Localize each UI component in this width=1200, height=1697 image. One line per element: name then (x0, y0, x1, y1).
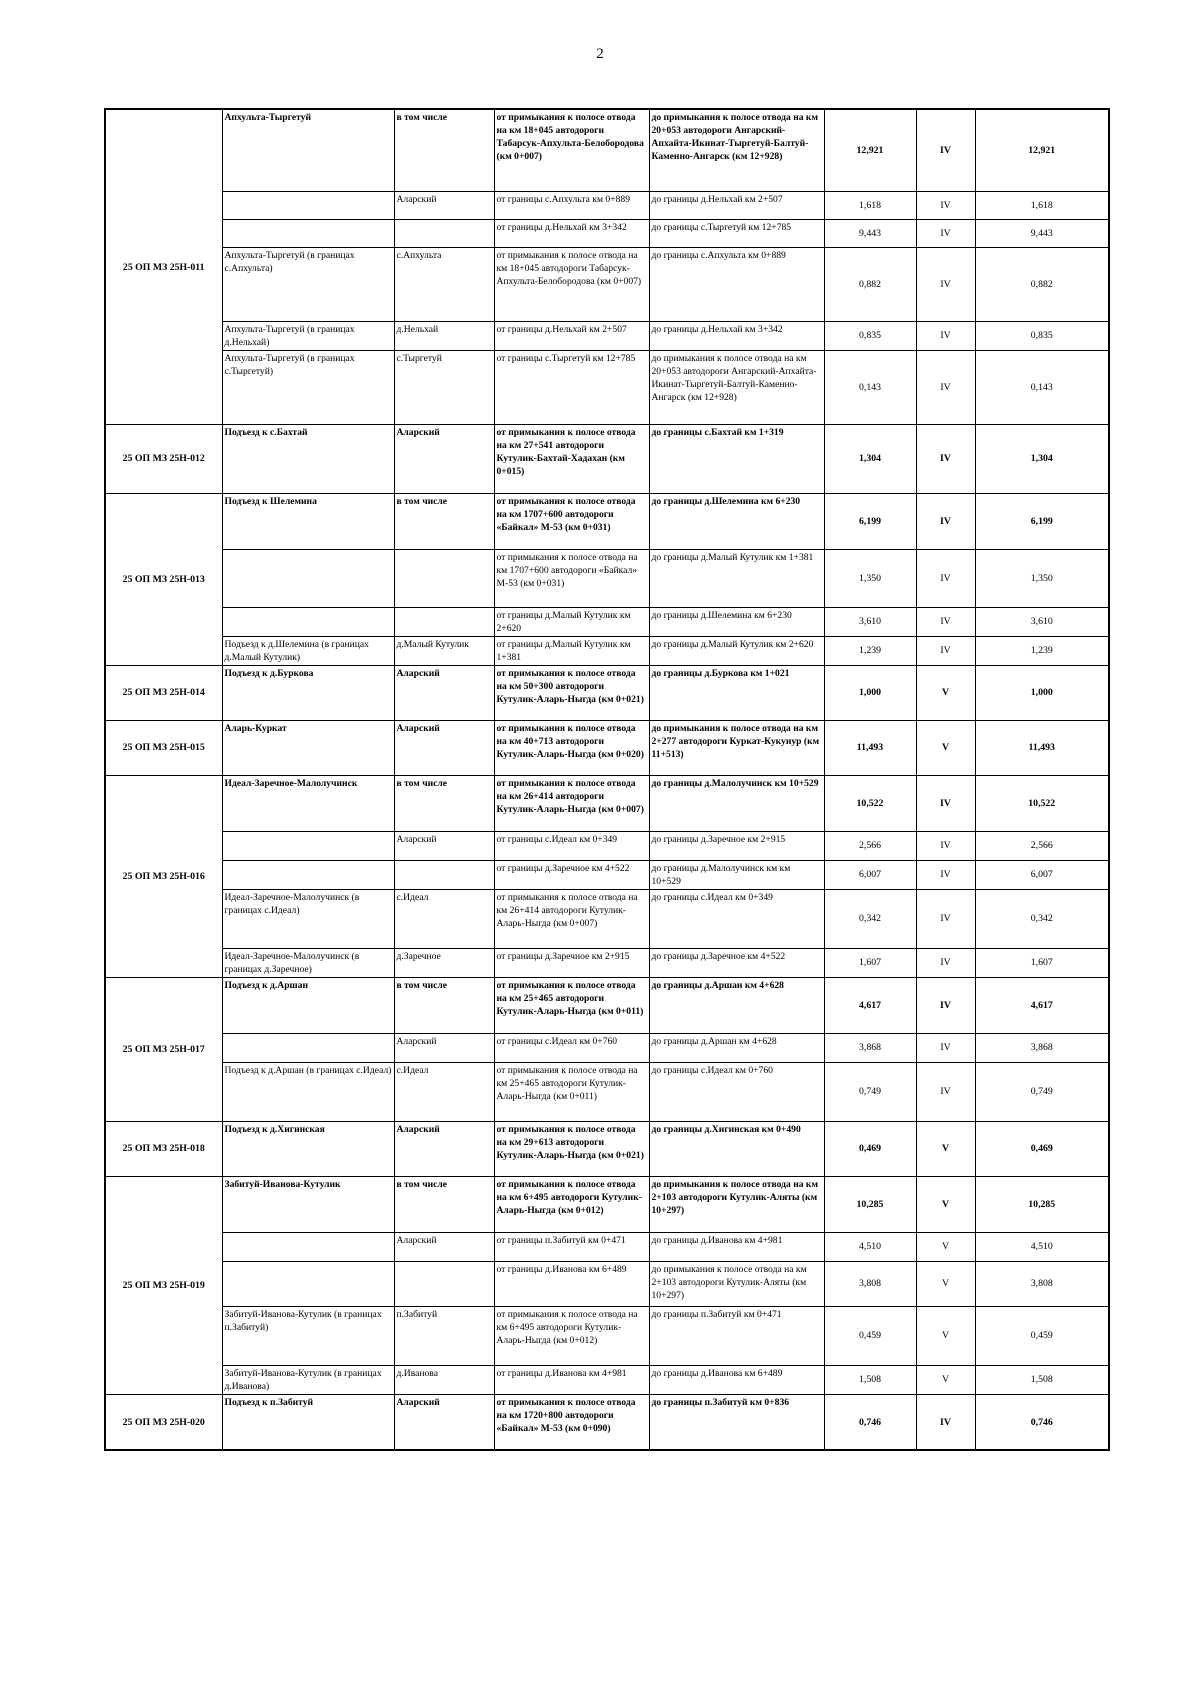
road-name-cell (222, 1261, 394, 1306)
total-length-cell: 0,342 (975, 889, 1109, 948)
district-cell: в том числе (394, 775, 494, 831)
from-point-cell: от примыкания к полосе отвода на км 18+045 автодороги Табарсук-Апхульта-Белобородова (км 0+007) (494, 109, 649, 191)
table-row (105, 636, 1109, 665)
to-point-cell: до границы п.Забитуй км 0+836 (649, 1394, 824, 1450)
from-point-cell: от границы д.Малый Кутулик км 2+620 (494, 607, 649, 636)
table-row (105, 665, 1109, 720)
category-cell: IV (916, 775, 975, 831)
to-point-cell: до границы д.Иванова км 4+981 (649, 1232, 824, 1261)
district-cell (394, 549, 494, 607)
road-name-cell: Апхульта-Тыргетуй (в границах д.Нельхай) (222, 321, 394, 350)
category-cell: IV (916, 350, 975, 424)
length-cell: 4,510 (824, 1232, 916, 1261)
from-point-cell: от границы с.Тыргетуй км 12+785 (494, 350, 649, 424)
road-name-cell: Подъезд к д.Хигинская (222, 1121, 394, 1176)
road-name-cell: Подъезд к д.Буркова (222, 665, 394, 720)
table-row (105, 1394, 1109, 1450)
district-cell (394, 607, 494, 636)
table-row (105, 1033, 1109, 1062)
total-length-cell: 0,746 (975, 1394, 1109, 1450)
district-cell: в том числе (394, 977, 494, 1033)
road-name-cell: Подъезд к Шелемина (222, 493, 394, 549)
length-cell: 2,566 (824, 831, 916, 860)
category-cell: IV (916, 1062, 975, 1121)
length-cell: 0,143 (824, 350, 916, 424)
table-row (105, 1121, 1109, 1176)
total-length-cell: 0,143 (975, 350, 1109, 424)
district-cell: Аларский (394, 665, 494, 720)
length-cell: 3,808 (824, 1261, 916, 1306)
from-point-cell: от границы с.Идеал км 0+760 (494, 1033, 649, 1062)
table-row (105, 720, 1109, 775)
to-point-cell: до границы д.Малолучинск км км 10+529 (649, 860, 824, 889)
category-cell: V (916, 1121, 975, 1176)
total-length-cell: 4,510 (975, 1232, 1109, 1261)
category-cell: IV (916, 860, 975, 889)
to-point-cell: до примыкания к полосе отвода на км 2+103 автодороги Кутулик-Аляты (км 10+297) (649, 1261, 824, 1306)
from-point-cell: от примыкания к полосе отвода на км 25+465 автодороги Кутулик-Аларь-Ныгда (км 0+011) (494, 1062, 649, 1121)
category-cell: IV (916, 1394, 975, 1450)
total-length-cell: 1,350 (975, 549, 1109, 607)
to-point-cell: до примыкания к полосе отвода на км 20+053 автодороги Ангарский-Апхайта-Икинат-Тыргетуй-Балтуй-Каменно-Ангарск (км 12+928) (649, 350, 824, 424)
to-point-cell: до границы д.Буркова км 1+021 (649, 665, 824, 720)
from-point-cell: от границы п.Забитуй км 0+471 (494, 1232, 649, 1261)
road-code-cell: 25 ОП МЗ 25Н-013 (105, 493, 222, 665)
to-point-cell: до границы д.Нельхай км 2+507 (649, 191, 824, 219)
district-cell: Аларский (394, 720, 494, 775)
to-point-cell: до границы с.Бахтай км 1+319 (649, 424, 824, 493)
to-point-cell: до границы д.Шелемина км 6+230 (649, 493, 824, 549)
road-name-cell (222, 1033, 394, 1062)
length-cell: 1,304 (824, 424, 916, 493)
from-point-cell: от примыкания к полосе отвода на км 18+045 автодороги Табарсук-Апхульта-Белобородова (км 0+007) (494, 247, 649, 321)
road-name-cell: Апхульта-Тыргетуй (222, 109, 394, 191)
total-length-cell: 10,285 (975, 1176, 1109, 1232)
length-cell: 10,285 (824, 1176, 916, 1232)
category-cell: IV (916, 1033, 975, 1062)
category-cell: IV (916, 321, 975, 350)
length-cell: 1,508 (824, 1365, 916, 1394)
from-point-cell: от примыкания к полосе отвода на км 29+613 автодороги Кутулик-Аларь-Ныгда (км 0+021) (494, 1121, 649, 1176)
road-code-cell: 25 ОП МЗ 25Н-011 (105, 109, 222, 424)
from-point-cell: от примыкания к полосе отвода на км 25+465 автодороги Кутулик-Аларь-Ныгда (км 0+011) (494, 977, 649, 1033)
length-cell: 0,459 (824, 1306, 916, 1365)
district-cell (394, 860, 494, 889)
road-name-cell (222, 1232, 394, 1261)
from-point-cell: от границы д.Нельхай км 2+507 (494, 321, 649, 350)
category-cell: IV (916, 889, 975, 948)
category-cell: IV (916, 549, 975, 607)
road-code-cell: 25 ОП МЗ 25Н-017 (105, 977, 222, 1121)
from-point-cell: от примыкания к полосе отвода на км 1720+800 автодороги «Байкал» М-53 (км 0+090) (494, 1394, 649, 1450)
length-cell: 0,835 (824, 321, 916, 350)
road-name-cell (222, 191, 394, 219)
total-length-cell: 10,522 (975, 775, 1109, 831)
to-point-cell: до границы с.Апхульта км 0+889 (649, 247, 824, 321)
table-row (105, 831, 1109, 860)
from-point-cell: от границы д.Нельхай км 3+342 (494, 219, 649, 247)
road-code-cell: 25 ОП МЗ 25Н-014 (105, 665, 222, 720)
table-row (105, 109, 1109, 191)
from-point-cell: от примыкания к полосе отвода на км 50+300 автодороги Кутулик-Аларь-Ныгда (км 0+021) (494, 665, 649, 720)
table-row (105, 219, 1109, 247)
from-point-cell: от примыкания к полосе отвода на км 6+495 автодороги Кутулик-Аларь-Ныгда (км 0+012) (494, 1176, 649, 1232)
table-row (105, 948, 1109, 977)
total-length-cell: 9,443 (975, 219, 1109, 247)
total-length-cell: 3,868 (975, 1033, 1109, 1062)
district-cell (394, 219, 494, 247)
total-length-cell: 0,459 (975, 1306, 1109, 1365)
road-name-cell: Идеал-Заречное-Малолучинск (в границах с.Идеал) (222, 889, 394, 948)
category-cell: IV (916, 831, 975, 860)
category-cell: IV (916, 247, 975, 321)
district-cell: Аларский (394, 1394, 494, 1450)
district-cell: в том числе (394, 1176, 494, 1232)
length-cell: 6,007 (824, 860, 916, 889)
district-cell: д.Малый Кутулик (394, 636, 494, 665)
length-cell: 1,607 (824, 948, 916, 977)
total-length-cell: 0,882 (975, 247, 1109, 321)
road-name-cell: Забитуй-Иванова-Кутулик (в границах д.Иванова) (222, 1365, 394, 1394)
total-length-cell: 1,607 (975, 948, 1109, 977)
category-cell: V (916, 720, 975, 775)
to-point-cell: до границы д.Малый Кутулик км 2+620 (649, 636, 824, 665)
total-length-cell: 3,610 (975, 607, 1109, 636)
category-cell: IV (916, 977, 975, 1033)
road-name-cell: Подъезд к д.Шелемина (в границах д.Малый Кутулик) (222, 636, 394, 665)
table-row (105, 549, 1109, 607)
road-name-cell: Аларь-Куркат (222, 720, 394, 775)
from-point-cell: от границы д.Малый Кутулик км 1+381 (494, 636, 649, 665)
total-length-cell: 1,304 (975, 424, 1109, 493)
from-point-cell: от границы д.Заречное км 2+915 (494, 948, 649, 977)
to-point-cell: до границы д.Шелемина км 6+230 (649, 607, 824, 636)
road-name-cell: Подъезд к д.Аршан (в границах с.Идеал) (222, 1062, 394, 1121)
road-name-cell: Апхульта-Тыргетуй (в границах с.Апхульта) (222, 247, 394, 321)
total-length-cell: 0,469 (975, 1121, 1109, 1176)
length-cell: 4,617 (824, 977, 916, 1033)
category-cell: IV (916, 636, 975, 665)
road-name-cell (222, 219, 394, 247)
road-name-cell: Идеал-Заречное-Малолучинск (в границах д.Заречное) (222, 948, 394, 977)
table-row (105, 1306, 1109, 1365)
road-name-cell: Забитуй-Иванова-Кутулик (222, 1176, 394, 1232)
length-cell: 1,239 (824, 636, 916, 665)
category-cell: V (916, 1306, 975, 1365)
length-cell: 3,610 (824, 607, 916, 636)
district-cell: Аларский (394, 191, 494, 219)
table-row (105, 977, 1109, 1033)
total-length-cell: 12,921 (975, 109, 1109, 191)
district-cell: д.Нельхай (394, 321, 494, 350)
to-point-cell: до границы с.Идеал км 0+349 (649, 889, 824, 948)
table-row (105, 860, 1109, 889)
road-name-cell: Подъезд к с.Бахтай (222, 424, 394, 493)
table-row (105, 350, 1109, 424)
to-point-cell: до границы д.Иванова км 6+489 (649, 1365, 824, 1394)
category-cell: IV (916, 948, 975, 977)
length-cell: 12,921 (824, 109, 916, 191)
table-row (105, 424, 1109, 493)
from-point-cell: от границы д.Заречное км 4+522 (494, 860, 649, 889)
district-cell: д.Иванова (394, 1365, 494, 1394)
from-point-cell: от границы д.Иванова км 4+981 (494, 1365, 649, 1394)
table-row (105, 1365, 1109, 1394)
from-point-cell: от примыкания к полосе отвода на км 27+541 автодороги Кутулик-Бахтай-Хадахан (км 0+015) (494, 424, 649, 493)
length-cell: 1,618 (824, 191, 916, 219)
from-point-cell: от примыкания к полосе отвода на км 6+495 автодороги Кутулик-Аларь-Ныгда (км 0+012) (494, 1306, 649, 1365)
to-point-cell: до границы д.Заречное км 2+915 (649, 831, 824, 860)
table-row (105, 247, 1109, 321)
district-cell: в том числе (394, 493, 494, 549)
district-cell: Аларский (394, 831, 494, 860)
from-point-cell: от примыкания к полосе отвода на км 1707+600 автодороги «Байкал» М-53 (км 0+031) (494, 549, 649, 607)
length-cell: 9,443 (824, 219, 916, 247)
category-cell: IV (916, 607, 975, 636)
category-cell: V (916, 1232, 975, 1261)
page-number: 2 (596, 46, 604, 62)
length-cell: 1,000 (824, 665, 916, 720)
length-cell: 0,882 (824, 247, 916, 321)
to-point-cell: до границы д.Хигинская км 0+490 (649, 1121, 824, 1176)
district-cell: Аларский (394, 1121, 494, 1176)
length-cell: 3,868 (824, 1033, 916, 1062)
length-cell: 0,469 (824, 1121, 916, 1176)
table-row (105, 191, 1109, 219)
to-point-cell: до границы с.Тыргетуй км 12+785 (649, 219, 824, 247)
district-cell: Аларский (394, 424, 494, 493)
table-row (105, 1062, 1109, 1121)
category-cell: V (916, 1365, 975, 1394)
total-length-cell: 6,007 (975, 860, 1109, 889)
district-cell: с.Идеал (394, 889, 494, 948)
district-cell (394, 1261, 494, 1306)
road-code-cell: 25 ОП МЗ 25Н-012 (105, 424, 222, 493)
category-cell: IV (916, 493, 975, 549)
from-point-cell: от границы д.Иванова км 6+489 (494, 1261, 649, 1306)
length-cell: 0,746 (824, 1394, 916, 1450)
category-cell: V (916, 1261, 975, 1306)
district-cell: с.Апхульта (394, 247, 494, 321)
total-length-cell: 1,508 (975, 1365, 1109, 1394)
road-name-cell: Апхульта-Тыргетуй (в границах с.Тыргетуй) (222, 350, 394, 424)
road-name-cell (222, 860, 394, 889)
district-cell: Аларский (394, 1232, 494, 1261)
table-row (105, 1232, 1109, 1261)
to-point-cell: до границы с.Идеал км 0+760 (649, 1062, 824, 1121)
from-point-cell: от границы с.Идеал км 0+349 (494, 831, 649, 860)
to-point-cell: до границы д.Малый Кутулик км 1+381 (649, 549, 824, 607)
road-code-cell: 25 ОП МЗ 25Н-019 (105, 1176, 222, 1394)
road-name-cell: Подъезд к п.Забитуй (222, 1394, 394, 1450)
length-cell: 0,342 (824, 889, 916, 948)
road-name-cell: Подъезд к д.Аршан (222, 977, 394, 1033)
length-cell: 11,493 (824, 720, 916, 775)
total-length-cell: 1,618 (975, 191, 1109, 219)
road-code-cell: 25 ОП МЗ 25Н-016 (105, 775, 222, 977)
road-code-cell: 25 ОП МЗ 25Н-015 (105, 720, 222, 775)
length-cell: 0,749 (824, 1062, 916, 1121)
to-point-cell: до границы д.Малолучинск км 10+529 (649, 775, 824, 831)
category-cell: IV (916, 219, 975, 247)
category-cell: V (916, 665, 975, 720)
district-cell: д.Заречное (394, 948, 494, 977)
category-cell: IV (916, 109, 975, 191)
category-cell: V (916, 1176, 975, 1232)
district-cell: с.Тыргетуй (394, 350, 494, 424)
road-code-cell: 25 ОП МЗ 25Н-018 (105, 1121, 222, 1176)
road-name-cell: Идеал-Заречное-Малолучинск (222, 775, 394, 831)
to-point-cell: до границы п.Забитуй км 0+471 (649, 1306, 824, 1365)
category-cell: IV (916, 191, 975, 219)
district-cell: в том числе (394, 109, 494, 191)
total-length-cell: 1,239 (975, 636, 1109, 665)
length-cell: 1,350 (824, 549, 916, 607)
table-row (105, 607, 1109, 636)
total-length-cell: 3,808 (975, 1261, 1109, 1306)
to-point-cell: до границы д.Аршан км 4+628 (649, 1033, 824, 1062)
table-row (105, 321, 1109, 350)
district-cell: п.Забитуй (394, 1306, 494, 1365)
road-name-cell (222, 607, 394, 636)
table-row (105, 493, 1109, 549)
total-length-cell: 0,749 (975, 1062, 1109, 1121)
road-name-cell: Забитуй-Иванова-Кутулик (в границах п.Забитуй) (222, 1306, 394, 1365)
table-row (105, 889, 1109, 948)
roads-table (104, 108, 1110, 1451)
total-length-cell: 4,617 (975, 977, 1109, 1033)
total-length-cell: 0,835 (975, 321, 1109, 350)
from-point-cell: от примыкания к полосе отвода на км 26+414 автодороги Кутулик-Аларь-Ныгда (км 0+007) (494, 889, 649, 948)
from-point-cell: от примыкания к полосе отвода на км 1707+600 автодороги «Байкал» М-53 (км 0+031) (494, 493, 649, 549)
table-row (105, 1261, 1109, 1306)
length-cell: 10,522 (824, 775, 916, 831)
table-row (105, 775, 1109, 831)
to-point-cell: до примыкания к полосе отвода на км 2+277 автодороги Куркат-Кукунур (км 11+513) (649, 720, 824, 775)
road-name-cell (222, 831, 394, 860)
to-point-cell: до примыкания к полосе отвода на км 2+103 автодороги Кутулик-Аляты (км 10+297) (649, 1176, 824, 1232)
from-point-cell: от примыкания к полосе отвода на км 26+414 автодороги Кутулик-Аларь-Ныгда (км 0+007) (494, 775, 649, 831)
table-row (105, 1176, 1109, 1232)
length-cell: 6,199 (824, 493, 916, 549)
district-cell: Аларский (394, 1033, 494, 1062)
to-point-cell: до примыкания к полосе отвода на км 20+053 автодороги Ангарский-Апхайта-Икинат-Тыргетуй-Балтуй-Каменно-Ангарск (км 12+928) (649, 109, 824, 191)
road-code-cell: 25 ОП МЗ 25Н-020 (105, 1394, 222, 1450)
category-cell: IV (916, 424, 975, 493)
total-length-cell: 1,000 (975, 665, 1109, 720)
total-length-cell: 6,199 (975, 493, 1109, 549)
road-name-cell (222, 549, 394, 607)
total-length-cell: 2,566 (975, 831, 1109, 860)
from-point-cell: от границы с.Апхульта км 0+889 (494, 191, 649, 219)
to-point-cell: до границы д.Заречное км 4+522 (649, 948, 824, 977)
total-length-cell: 11,493 (975, 720, 1109, 775)
to-point-cell: до границы д.Аршан км 4+628 (649, 977, 824, 1033)
to-point-cell: до границы д.Нельхай км 3+342 (649, 321, 824, 350)
district-cell: с.Идеал (394, 1062, 494, 1121)
from-point-cell: от примыкания к полосе отвода на км 40+713 автодороги Кутулик-Аларь-Ныгда (км 0+020) (494, 720, 649, 775)
